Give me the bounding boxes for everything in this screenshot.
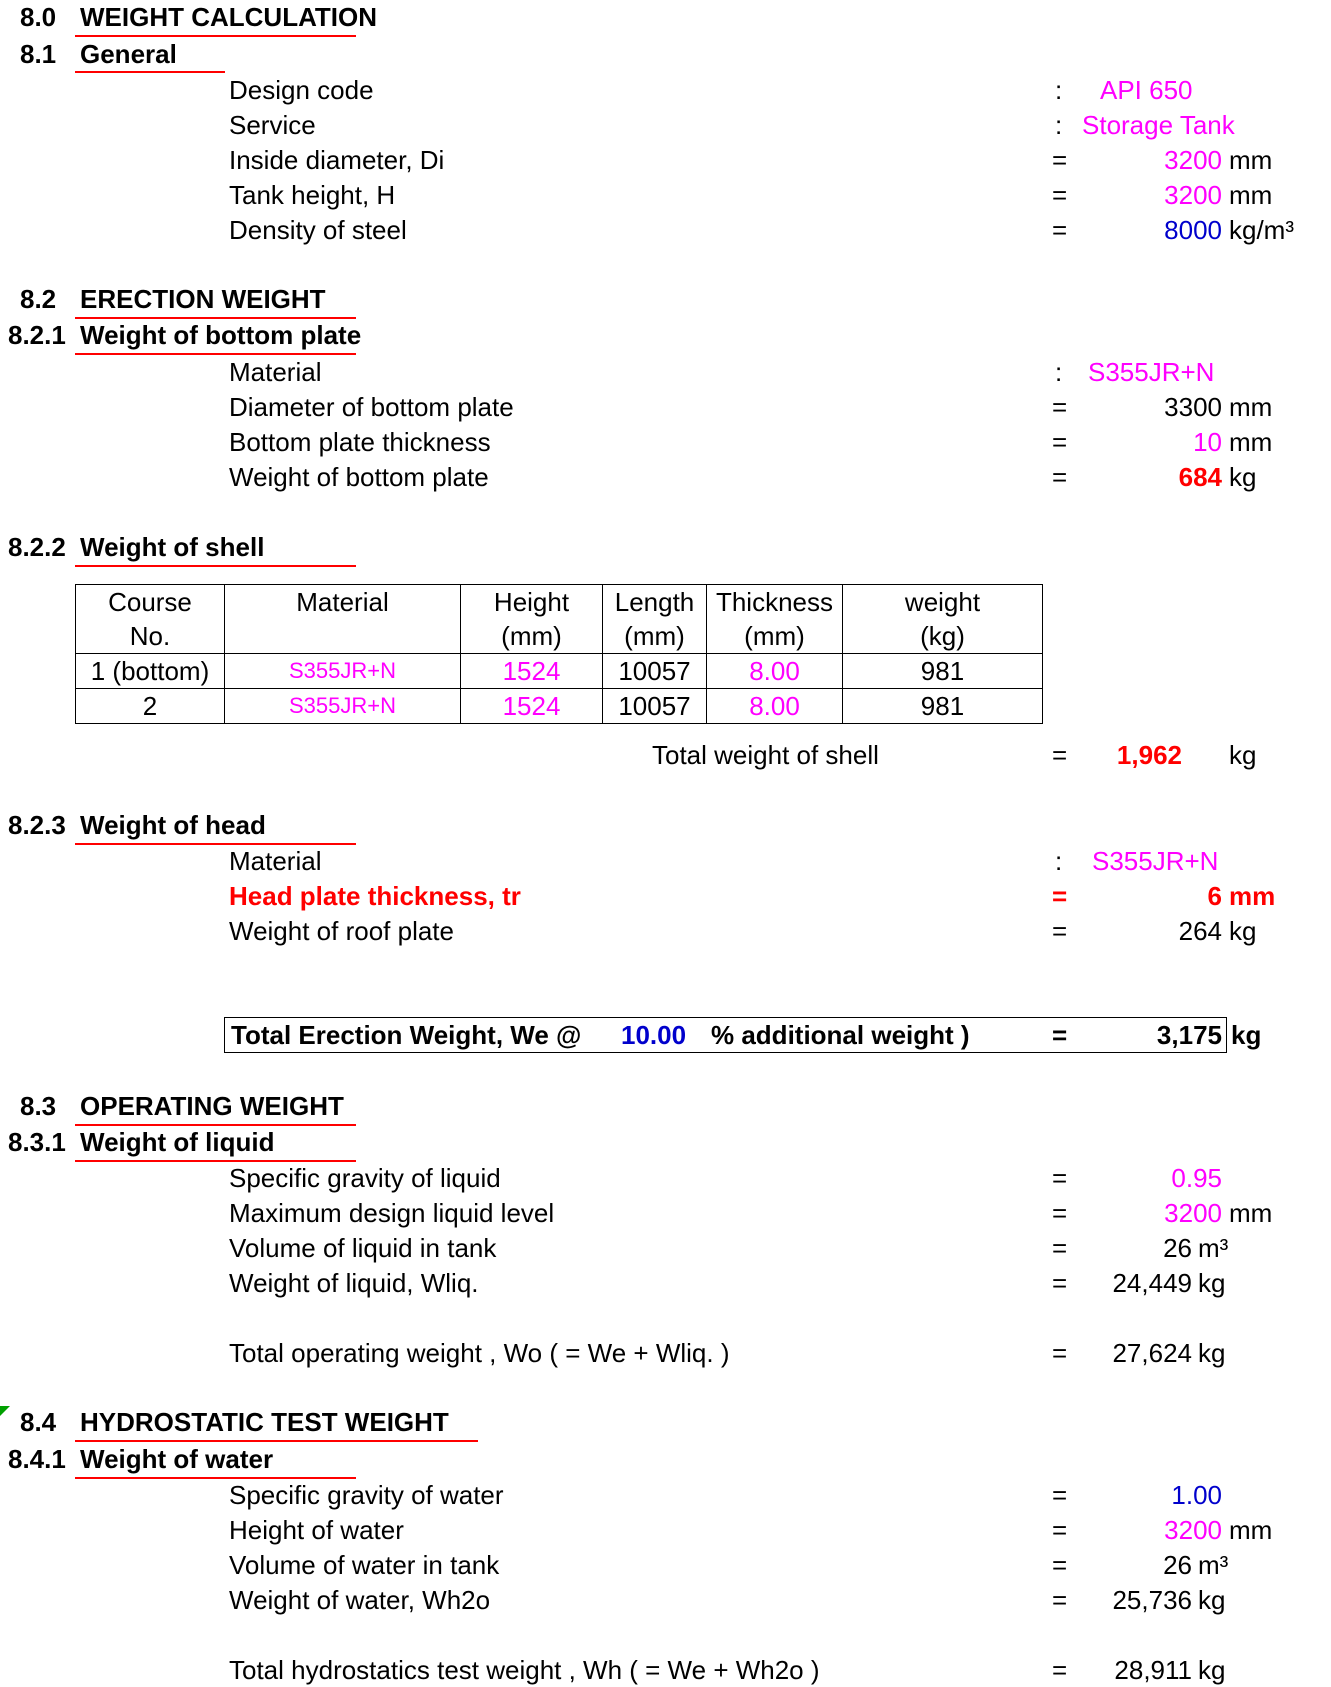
row-label: Service <box>229 110 316 140</box>
row-unit: kg <box>1229 740 1257 770</box>
row-separator: = <box>1052 427 1068 457</box>
section-number: 8.4.1 <box>8 1444 66 1474</box>
row-label: Inside diameter, Di <box>229 145 445 175</box>
table-row <box>76 689 1043 724</box>
title-underline <box>75 1160 356 1162</box>
row-separator: = <box>1052 1515 1068 1545</box>
section-title: General <box>80 39 177 69</box>
row-separator: = <box>1052 145 1068 175</box>
operating-total-label: Total operating weight , Wo ( = We + Wliq. ) <box>229 1338 730 1368</box>
water-volume-value: 26 <box>1163 1550 1192 1580</box>
row-label: Material <box>229 357 322 387</box>
row-label: Bottom plate thickness <box>229 427 491 457</box>
weight-cell: 981 <box>843 689 1043 724</box>
row-unit: kg/m³ <box>1229 215 1294 245</box>
column-header: Course No. <box>76 585 225 654</box>
section-number: 8.2.1 <box>8 320 66 350</box>
row-separator: = <box>1052 1655 1068 1685</box>
title-underline <box>75 317 356 319</box>
row-separator: : <box>1055 846 1063 876</box>
section-title: WEIGHT CALCULATION <box>80 2 378 32</box>
row-separator: = <box>1052 215 1068 245</box>
erection-total-suffix: % additional weight ) <box>711 1020 970 1050</box>
title-underline <box>75 71 225 73</box>
row-label: Weight of bottom plate <box>229 462 489 492</box>
row-label: Diameter of bottom plate <box>229 392 514 422</box>
design-code-value: API 650 <box>1100 75 1193 105</box>
row-unit: mm <box>1229 392 1273 422</box>
length-cell: 10057 <box>603 654 707 689</box>
section-number: 8.2.3 <box>8 810 66 840</box>
row-separator: = <box>1052 916 1068 946</box>
row-label: Weight of water, Wh2o <box>229 1585 491 1615</box>
hydrotest-total-value: 28,911 <box>1114 1655 1192 1685</box>
section-title: Weight of liquid <box>80 1127 275 1157</box>
table-header-row <box>76 585 1043 654</box>
water-sg-value: 1.00 <box>1171 1480 1222 1510</box>
row-label: Density of steel <box>229 215 407 245</box>
row-separator: = <box>1052 881 1068 911</box>
row-label: Specific gravity of water <box>229 1480 504 1510</box>
column-header: Length (mm) <box>603 585 707 654</box>
row-unit: kg <box>1198 1338 1226 1368</box>
row-label: Height of water <box>229 1515 404 1545</box>
row-separator: = <box>1052 180 1068 210</box>
column-header: Material <box>225 585 461 654</box>
section-number: 8.3.1 <box>8 1127 66 1157</box>
row-separator: = <box>1052 462 1068 492</box>
section-title: Weight of shell <box>80 532 265 562</box>
row-separator: = <box>1052 1268 1068 1298</box>
bottom-diameter-value: 3300 <box>1164 392 1222 422</box>
course-cell: 1 (bottom) <box>76 654 225 689</box>
table-row <box>76 654 1043 689</box>
roof-weight-value: 264 <box>1178 916 1222 946</box>
title-underline <box>75 353 356 355</box>
row-separator: = <box>1052 740 1068 770</box>
row-label: Maximum design liquid level <box>229 1198 555 1228</box>
column-header: Height (mm) <box>461 585 603 654</box>
water-height-value: 3200 <box>1164 1515 1222 1545</box>
height-cell: 1524 <box>461 689 603 724</box>
row-label: Volume of water in tank <box>229 1550 500 1580</box>
row-unit: mm <box>1229 145 1273 175</box>
liquid-volume-value: 26 <box>1163 1233 1192 1263</box>
thickness-cell: 8.00 <box>707 654 843 689</box>
title-underline <box>75 1124 356 1126</box>
shell-total-label: Total weight of shell <box>652 740 879 770</box>
row-separator: : <box>1055 110 1063 140</box>
row-unit: kg <box>1229 462 1257 492</box>
row-label: Head plate thickness, tr <box>229 881 521 911</box>
section-title: Weight of head <box>80 810 266 840</box>
section-title: Weight of water <box>80 1444 274 1474</box>
column-header: Thickness (mm) <box>707 585 843 654</box>
column-header: weight (kg) <box>843 585 1043 654</box>
erection-total-label: Total Erection Weight, We @ <box>231 1020 582 1050</box>
row-label: Tank height, H <box>229 180 396 210</box>
liquid-level-value: 3200 <box>1164 1198 1222 1228</box>
course-cell: 2 <box>76 689 225 724</box>
row-unit: mm <box>1229 881 1276 911</box>
section-number: 8.0 <box>20 2 57 32</box>
section-number: 8.2 <box>20 284 57 314</box>
row-unit: kg <box>1229 916 1257 946</box>
bottom-weight-value: 684 <box>1178 462 1222 492</box>
section-number: 8.1 <box>20 39 57 69</box>
inside-diameter-value: 3200 <box>1164 145 1222 175</box>
title-underline <box>75 35 356 37</box>
row-separator: : <box>1055 75 1063 105</box>
title-underline <box>75 843 356 845</box>
service-value: Storage Tank <box>1082 110 1235 140</box>
row-unit: mm <box>1229 1198 1273 1228</box>
row-unit: kg <box>1198 1268 1226 1298</box>
row-label: Weight of roof plate <box>229 916 454 946</box>
hydrotest-total-label: Total hydrostatics test weight , Wh ( = We + Wh2o ) <box>229 1655 820 1685</box>
liquid-sg-value: 0.95 <box>1171 1163 1222 1193</box>
section-title: ERECTION WEIGHT <box>80 284 326 314</box>
row-unit: kg <box>1198 1655 1226 1685</box>
shell-total-value: 1,962 <box>1116 740 1182 770</box>
head-material-value: S355JR+N <box>1092 846 1219 876</box>
section-title: HYDROSTATIC TEST WEIGHT <box>80 1407 449 1437</box>
comment-marker-icon <box>0 1406 10 1416</box>
section-title: OPERATING WEIGHT <box>80 1091 344 1121</box>
title-underline <box>75 1440 478 1442</box>
section-number: 8.3 <box>20 1091 57 1121</box>
row-label: Material <box>229 846 322 876</box>
row-unit: kg <box>1198 1585 1226 1615</box>
material-cell: S355JR+N <box>225 654 461 689</box>
title-underline <box>75 1477 356 1479</box>
liquid-weight-value: 24,449 <box>1112 1268 1192 1298</box>
row-separator: = <box>1052 1020 1068 1050</box>
weight-cell: 981 <box>843 654 1043 689</box>
row-separator: = <box>1052 1550 1068 1580</box>
operating-total-value: 27,624 <box>1112 1338 1192 1368</box>
row-unit: mm <box>1229 1515 1273 1545</box>
tank-height-value: 3200 <box>1164 180 1222 210</box>
head-thickness-value: 6 <box>1207 881 1222 911</box>
additional-percent-value: 10.00 <box>621 1020 687 1050</box>
row-separator: = <box>1052 1480 1068 1510</box>
row-separator: = <box>1052 392 1068 422</box>
row-unit: kg <box>1231 1020 1262 1050</box>
row-unit: mm <box>1229 180 1273 210</box>
erection-total-value: 3,175 <box>1156 1020 1222 1050</box>
bottom-material-value: S355JR+N <box>1088 357 1215 387</box>
thickness-cell: 8.00 <box>707 689 843 724</box>
row-unit: m³ <box>1198 1233 1229 1263</box>
steel-density-value: 8000 <box>1164 215 1222 245</box>
shell-courses-table <box>75 584 1043 724</box>
row-unit: m³ <box>1198 1550 1229 1580</box>
material-cell: S355JR+N <box>225 689 461 724</box>
row-label: Volume of liquid in tank <box>229 1233 497 1263</box>
section-number: 8.2.2 <box>8 532 66 562</box>
row-label: Design code <box>229 75 374 105</box>
row-separator: = <box>1052 1198 1068 1228</box>
row-separator: = <box>1052 1163 1068 1193</box>
row-separator: = <box>1052 1585 1068 1615</box>
row-separator: : <box>1055 357 1063 387</box>
section-number: 8.4 <box>20 1407 57 1437</box>
section-title: Weight of bottom plate <box>80 320 362 350</box>
bottom-thickness-value: 10 <box>1193 427 1222 457</box>
row-unit: mm <box>1229 427 1273 457</box>
title-underline <box>75 565 356 567</box>
height-cell: 1524 <box>461 654 603 689</box>
row-label: Weight of liquid, Wliq. <box>229 1268 479 1298</box>
row-label: Specific gravity of liquid <box>229 1163 501 1193</box>
row-separator: = <box>1052 1233 1068 1263</box>
row-separator: = <box>1052 1338 1068 1368</box>
length-cell: 10057 <box>603 689 707 724</box>
water-weight-value: 25,736 <box>1112 1585 1192 1615</box>
